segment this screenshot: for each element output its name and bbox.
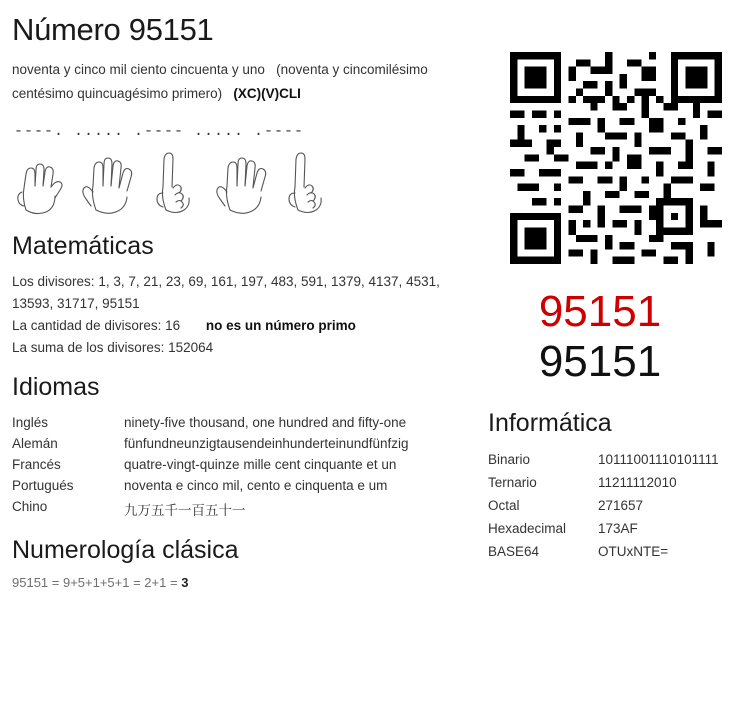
informatics-label: Ternario: [488, 475, 537, 490]
languages-table: [12, 412, 482, 522]
left-column: [12, 0, 487, 590]
language-name: Chino: [12, 498, 48, 514]
informatics-label: BASE64: [488, 544, 540, 559]
divisor-count-value: 16: [165, 317, 181, 333]
language-name: Inglés: [12, 414, 49, 430]
table-row: [12, 496, 482, 522]
numerology-expression-text: 95151 = 9+5+1+5+1 = 2+1 =: [12, 574, 178, 590]
number-display-black: 95151: [538, 337, 662, 386]
informatics-value: 10111001110101111: [598, 452, 719, 467]
language-name: Francés: [12, 456, 61, 472]
informatics-label: Hexadecimal: [488, 521, 567, 536]
table-row: [12, 433, 482, 454]
table-row: [488, 494, 738, 517]
table-row: [12, 454, 482, 475]
hand-sign-digits: [12, 146, 487, 218]
prime-note: no es un número primo: [205, 317, 356, 333]
table-row: [488, 471, 738, 494]
numerology-result: 3: [181, 574, 189, 590]
divisor-count-label: La cantidad de divisores:: [12, 317, 162, 333]
informatics-table: [488, 448, 738, 563]
table-row: [488, 540, 738, 563]
divisors-line: [12, 271, 467, 315]
language-name: Alemán: [12, 435, 58, 451]
math-heading: Matemáticas: [12, 232, 154, 261]
informatics-heading: Informática: [488, 409, 612, 437]
number-ordinal: (noventa y cincomilésimo centésimo quincuagésimo primero): [12, 62, 428, 101]
divisor-sum-value: 152064: [168, 339, 214, 355]
right-column: [488, 0, 738, 563]
language-name: Portugués: [12, 477, 74, 493]
divisor-sum-label: La suma de los divisores:: [12, 339, 165, 355]
divisors-label: Los divisores:: [12, 274, 95, 290]
roman-numeral: (XC)(V)CLI: [233, 85, 301, 101]
number-description: [12, 58, 482, 105]
informatics-value: OTUxNTE=: [598, 544, 669, 559]
number-in-words: noventa y cinco mil ciento cincuenta y uno: [12, 62, 265, 77]
table-row: [12, 475, 482, 496]
table-row: [488, 448, 738, 471]
morse-code: ----. ..... .---- ..... .----: [14, 123, 305, 141]
languages-heading: Idiomas: [12, 372, 100, 401]
language-value: ninety-five thousand, one hundred and fifty-one: [124, 414, 407, 430]
divisor-sum-line: [12, 337, 467, 359]
page-title: Número 95151: [12, 12, 214, 47]
divisors-value: 1, 3, 7, 21, 23, 69, 161, 197, 483, 591, 1379, 4137, 4531, 13593, 31717, 95151: [12, 274, 440, 312]
informatics-value: 11211112010: [598, 475, 677, 490]
numerology-expression: [12, 575, 487, 590]
informatics-value: 173AF: [598, 521, 638, 536]
language-value: noventa e cinco mil, cento e cinquenta e um: [124, 477, 388, 493]
informatics-label: Binario: [488, 452, 531, 467]
number-display-red: 95151: [538, 287, 662, 336]
qr-code-icon: [510, 52, 738, 269]
numerology-heading: Numerología clásica: [12, 535, 239, 564]
language-value: quatre-vingt-quinze mille cent cinquante et un: [124, 456, 397, 472]
informatics-value: 271657: [598, 498, 644, 513]
language-value: fünfundneunzigtausendeinhunderteinundfünfzig: [124, 435, 409, 451]
table-row: [488, 517, 738, 540]
divisor-count-line: [12, 315, 467, 337]
table-row: [12, 412, 482, 433]
informatics-label: Octal: [488, 498, 520, 513]
language-value: 九万五千一百五十一: [124, 502, 246, 518]
